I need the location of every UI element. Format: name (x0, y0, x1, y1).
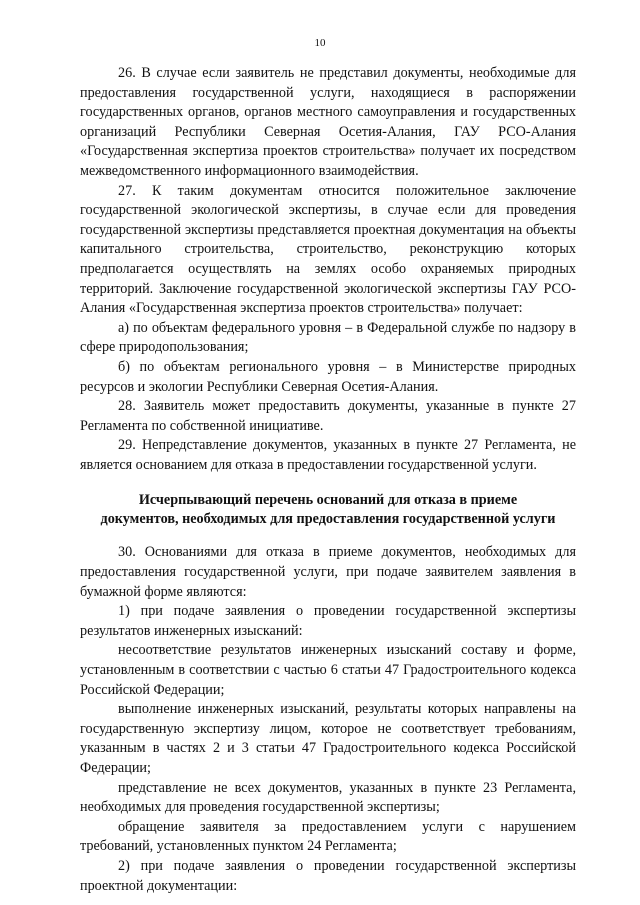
paragraph-27a: а) по объектам федерального уровня – в Федеральной службе по надзору в сфере природопользования; (80, 319, 576, 356)
paragraph-30: 30. Основаниями для отказа в приеме документов, необходимых для предоставления государственной услуги, при подаче заявителем заявления в бумажной форме являются: (80, 544, 576, 600)
paragraph-30-1-c: представление не всех документов, указанных в пункте 23 Регламента, необходимых для проведения государственной экспертизы; (80, 779, 576, 816)
section-heading (80, 491, 576, 529)
paragraph-26: 26. В случае если заявитель не представил документы, необходимые для предоставления государственной услуги, находящиеся в распоряжении государственных органов, органов местного самоуправления и государственных организаций Республики Северная Осетия-Алания, ГАУ РСО-Алания «Государственная экспертиза проектов строительства» получает их посредством межведомственного информационного взаимодействия. (80, 65, 576, 179)
document-body (80, 64, 576, 896)
section-heading-line-2: документов, необходимых для предоставления государственной услуги (100, 511, 556, 528)
page-number: 10 (314, 37, 326, 49)
paragraph-29: 29. Непредставление документов, указанных в пункте 27 Регламента, не является основанием для отказа в предоставлении государственной услуги. (80, 437, 576, 473)
paragraph-30-2: 2) при подаче заявления о проведении государственной экспертизы проектной документации: (80, 857, 576, 894)
section-heading-line-1: Исчерпывающий перечень оснований для отказа в приеме (138, 492, 518, 509)
paragraph-30-1-a: несоответствие результатов инженерных изысканий составу и форме, установленным в соответствии с частью 6 статьи 47 Градостроительного кодекса Российской Федерации; (80, 642, 576, 698)
paragraph-27b: б) по объектам регионального уровня – в Министерстве природных ресурсов и экологии Республики Северная Осетия-Алания. (80, 358, 576, 395)
paragraph-28: 28. Заявитель может предоставить документы, указанные в пункте 27 Регламента по собственной инициативе. (80, 398, 576, 434)
paragraph-30-1-b: выполнение инженерных изысканий, результаты которых направлены на государственную экспертизу лицом, которое не соответствует требованиям, указанным в частях 2 и 3 статьи 47 Градостроительного кодекса Российской Федерации; (80, 701, 576, 776)
paragraph-27: 27. К таким документам относится положительное заключение государственной экологической экспертизы, в случае если для проведения государственной экспертизы представляется проектная документация на объекты капитального строительства, строительство, реконструкцию которых предполагается осуществлять на землях особо охраняемых природных территорий. Заключение государственной экологической экспертизы ГАУ РСО-Алания «Государственная экспертиза проектов строительства» получает: (80, 182, 576, 317)
paragraph-30-1: 1) при подаче заявления о проведении государственной экспертизы результатов инженерных изысканий: (80, 603, 576, 639)
paragraph-30-1-d: обращение заявителя за предоставлением услуги с нарушением требований, установленных пунктом 24 Регламента; (80, 818, 576, 855)
